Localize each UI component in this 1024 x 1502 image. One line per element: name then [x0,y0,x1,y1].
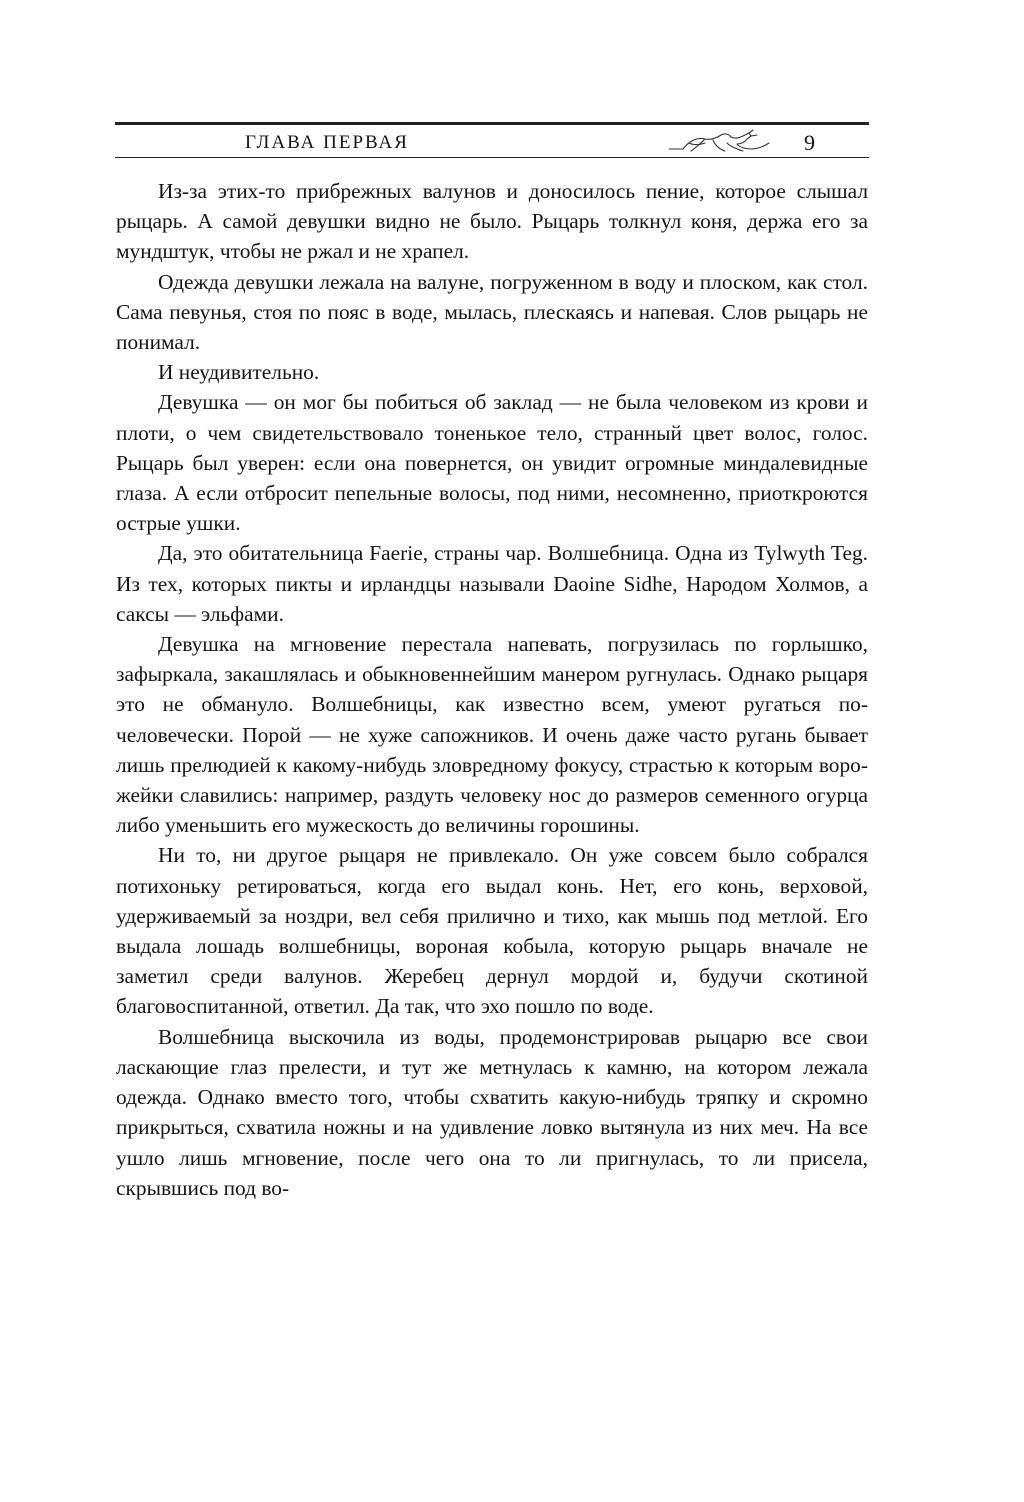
paragraph: Да, это обитательница Faerie, страны чар. Волшебница. Одна из Tylwyth Teg. Из тех, которых пикты и ирландцы называли Daoine Sidhe, Народом Холмов, а саксы — эльфами. [116,541,868,626]
running-animal-ornament-icon [665,127,775,155]
paragraph: Из-за этих-то прибрежных валунов и доносилось пение, которое слышал рыцарь. А самой девушки видно не было. Рыцарь толкнул коня, держа его за мундштук, чтобы не ржал и не храпел. [116,179,868,264]
page-header [115,122,869,160]
paragraph: Девушка — он мог бы побиться об заклад — не была человеком из крови и плоти, о чем свидетельствовало тоненькое тело, странный цвет волос, голос. Рыцарь был уверен: если она повернется, он увидит огромные миндалевидные глаза. А если отбросит пепельные волосы, под ними, несомненно, приоткроются острые ушки. [116,390,868,536]
page-number: 9 [804,130,815,155]
paragraph: Девушка на мгновение перестала напевать, погрузилась по горлышко, зафыркала, закашлялась и обыкновеннейшим манером ругнулась. Однако рыцаря это не обмануло. Волшебницы, как известно всем, умеют ругаться по-человечески. Порой — не хуже сапожников. И очень даже часто ругань бывает лишь прелюдией к какому-нибудь зловредному фокусу, страстью к которым ворожейки славились: например, раздуть человеку нос до размеров семенного огурца либо уменьшить его мужескость до величины горошины. [116,632,868,838]
running-head: ГЛАВА ПЕРВАЯ [245,132,409,153]
paragraph: Волшебница выскочила из воды, продемонстрировав рыцарю все свои ласкающие глаз прелести, и тут же метнулась к камню, на котором лежала одежда. Однако вместо того, чтобы схватить какую-нибудь тряпку и скромно прикрыться, схватила ножны и на удивление ловко вытянула из них меч. На все ушло лишь мгновение, после чего она то ли пригнулась, то ли присела, скрывшись под во- [116,1024,868,1200]
paragraph: Ни то, ни другое рыцаря не привлекало. Он уже совсем было собрался потихоньку ретироваться, когда его выдал конь. Нет, его конь, верховой, удерживаемый за ноздри, вел себя прилично и тихо, как мышь под метлой. Его выдала лошадь волшебницы, вороная кобыла, которую рыцарь вначале не заметил среди валунов. Жеребец дернул мордой и, будучи скотиной благовоспитанной, ответил. Да так, что эхо пошло по воде. [116,843,868,1019]
body-text [116,176,868,1316]
header-top-rule [115,122,869,125]
paragraph: И неудивительно. [158,360,320,385]
header-bottom-rule [115,157,869,158]
paragraph: Одежда девушки лежала на валуне, погруженном в воду и плоском, как стол. Сама певунья, стоя по пояс в воде, мылась, плескаясь и напевая. Слов рыцарь не понимал. [116,269,868,355]
